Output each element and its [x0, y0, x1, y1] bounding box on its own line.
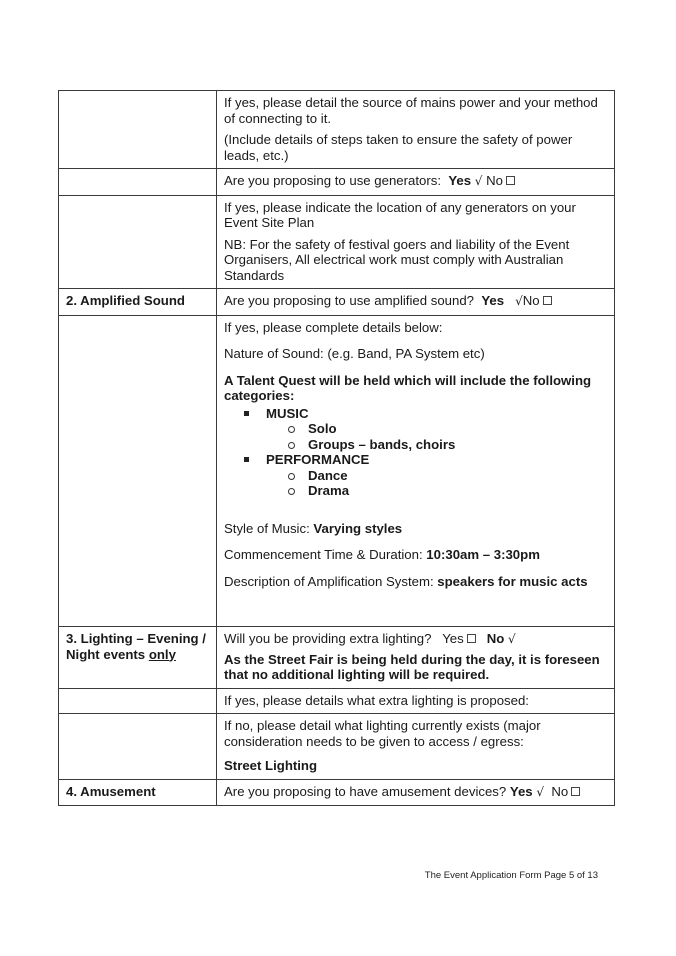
- extra-lighting-question: If yes, please details what extra lighting is proposed:: [224, 692, 529, 708]
- lighting-no-label: No: [486, 631, 505, 646]
- label-cell: [59, 315, 217, 627]
- checkbox-icon[interactable]: [543, 296, 552, 305]
- event-form-table: [58, 90, 615, 806]
- system-label: Description of Amplification System:: [224, 573, 434, 589]
- bullet-icon: [244, 411, 249, 416]
- list-item: [266, 468, 607, 484]
- talent-quest-text: A Talent Quest will be held which will include the following categories:: [224, 372, 592, 403]
- content-cell: [217, 627, 615, 689]
- generators-question: Are you proposing to use generators:: [224, 173, 441, 188]
- bullet-icon: [244, 457, 249, 462]
- list-item: [224, 452, 607, 499]
- table-row: [59, 195, 615, 289]
- subcategory-name: Solo: [308, 421, 337, 436]
- label-cell: [59, 195, 217, 289]
- lighting-only-text: only: [148, 646, 176, 662]
- lighting-label: [59, 627, 217, 689]
- lighting-question-line: [224, 631, 607, 648]
- circle-bullet-icon: [288, 473, 295, 480]
- check-mark-icon[interactable]: √: [508, 632, 516, 646]
- amusement-label: 4. Amusement: [59, 779, 217, 806]
- category-name: MUSIC: [266, 405, 309, 421]
- list-item: [224, 406, 607, 453]
- commencement-time-line: [224, 547, 607, 563]
- time-label: Commencement Time & Duration:: [224, 547, 423, 562]
- blank-space: [224, 589, 607, 621]
- amplified-yes-label: Yes: [481, 293, 505, 308]
- details-intro: If yes, please complete details below:: [224, 319, 443, 335]
- table-row: [59, 315, 615, 627]
- circle-bullet-icon: [288, 488, 295, 495]
- list-item: [266, 483, 607, 499]
- category-name: PERFORMANCE: [266, 452, 370, 467]
- checkbox-icon[interactable]: [506, 176, 515, 185]
- checkbox-icon[interactable]: [467, 634, 476, 643]
- existing-lighting-question: If no, please detail what lighting currently exists (major consideration needs to be given to access / egress:: [224, 718, 541, 749]
- content-cell: [217, 315, 615, 627]
- style-label: Style of Music:: [224, 520, 310, 536]
- subcategory-name: Dance: [308, 467, 348, 483]
- label-cell: [59, 688, 217, 714]
- amusement-no-label: No: [551, 783, 569, 799]
- power-leads-text: (Include details of steps taken to ensure the safety of power leads, etc.): [224, 132, 573, 163]
- content-cell: [217, 91, 615, 169]
- style-value: Varying styles: [313, 520, 403, 536]
- table-row: [59, 289, 615, 316]
- list-item: [266, 421, 607, 437]
- category-list: [224, 406, 607, 499]
- subcategory-list: [266, 468, 607, 499]
- subcategory-name: Groups – bands, choirs: [308, 436, 456, 452]
- subcategory-name: Drama: [308, 483, 350, 498]
- nb-text: NB: For the safety of festival goers and liability of the Event Organisers, All electrical work must comply with Australian Standards: [224, 236, 570, 283]
- amplification-system-line: [224, 574, 607, 590]
- label-cell: [59, 169, 217, 196]
- check-mark-icon[interactable]: √: [536, 784, 544, 799]
- lighting-answer: As the Street Fair is being held during the day, it is foreseen that no additional lighting will be required.: [224, 651, 600, 682]
- content-cell: [217, 195, 615, 289]
- table-row: [59, 169, 615, 196]
- content-cell: [217, 169, 615, 196]
- system-value: speakers for music acts: [437, 573, 588, 589]
- page-footer: The Event Application Form Page 5 of 13: [424, 870, 598, 881]
- lighting-yes-label: Yes: [442, 631, 464, 646]
- amplified-question: Are you proposing to use amplified sound?: [224, 293, 474, 308]
- generators-yes-label: Yes: [448, 173, 472, 188]
- content-cell: [217, 289, 615, 316]
- lighting-label-text: 3. Lighting – Evening / Night events: [66, 631, 206, 662]
- list-item: [266, 437, 607, 453]
- existing-lighting-answer: Street Lighting: [224, 758, 318, 773]
- content-cell: [217, 779, 615, 806]
- time-value: 10:30am – 3:30pm: [426, 547, 540, 562]
- content-cell: [217, 688, 615, 714]
- table-row: [59, 627, 615, 689]
- style-of-music-line: [224, 521, 607, 537]
- generators-no-label: No: [486, 173, 503, 188]
- amplified-sound-label: 2. Amplified Sound: [59, 289, 217, 316]
- table-row: [59, 91, 615, 169]
- generator-location-text: If yes, please indicate the location of any generators on your Event Site Plan: [224, 199, 576, 230]
- circle-bullet-icon: [288, 426, 295, 433]
- table-row: [59, 779, 615, 806]
- check-mark-icon[interactable]: √: [474, 174, 483, 188]
- label-cell: [59, 714, 217, 780]
- content-cell: [217, 714, 615, 780]
- table-row: [59, 688, 615, 714]
- table-row: [59, 714, 615, 780]
- label-cell: [59, 91, 217, 169]
- nature-of-sound-label: Nature of Sound: (e.g. Band, PA System etc): [224, 346, 485, 361]
- check-mark-icon[interactable]: √: [515, 294, 523, 308]
- amusement-question: Are you proposing to have amusement devices?: [224, 783, 507, 799]
- amplified-no-label: No: [522, 293, 540, 308]
- subcategory-list: [266, 421, 607, 452]
- circle-bullet-icon: [288, 442, 295, 449]
- checkbox-icon[interactable]: [571, 787, 580, 796]
- lighting-question: Will you be providing extra lighting?: [224, 631, 432, 646]
- amusement-yes-label: Yes: [509, 783, 533, 799]
- power-source-text: If yes, please detail the source of mains power and your method of connecting to it.: [224, 95, 598, 126]
